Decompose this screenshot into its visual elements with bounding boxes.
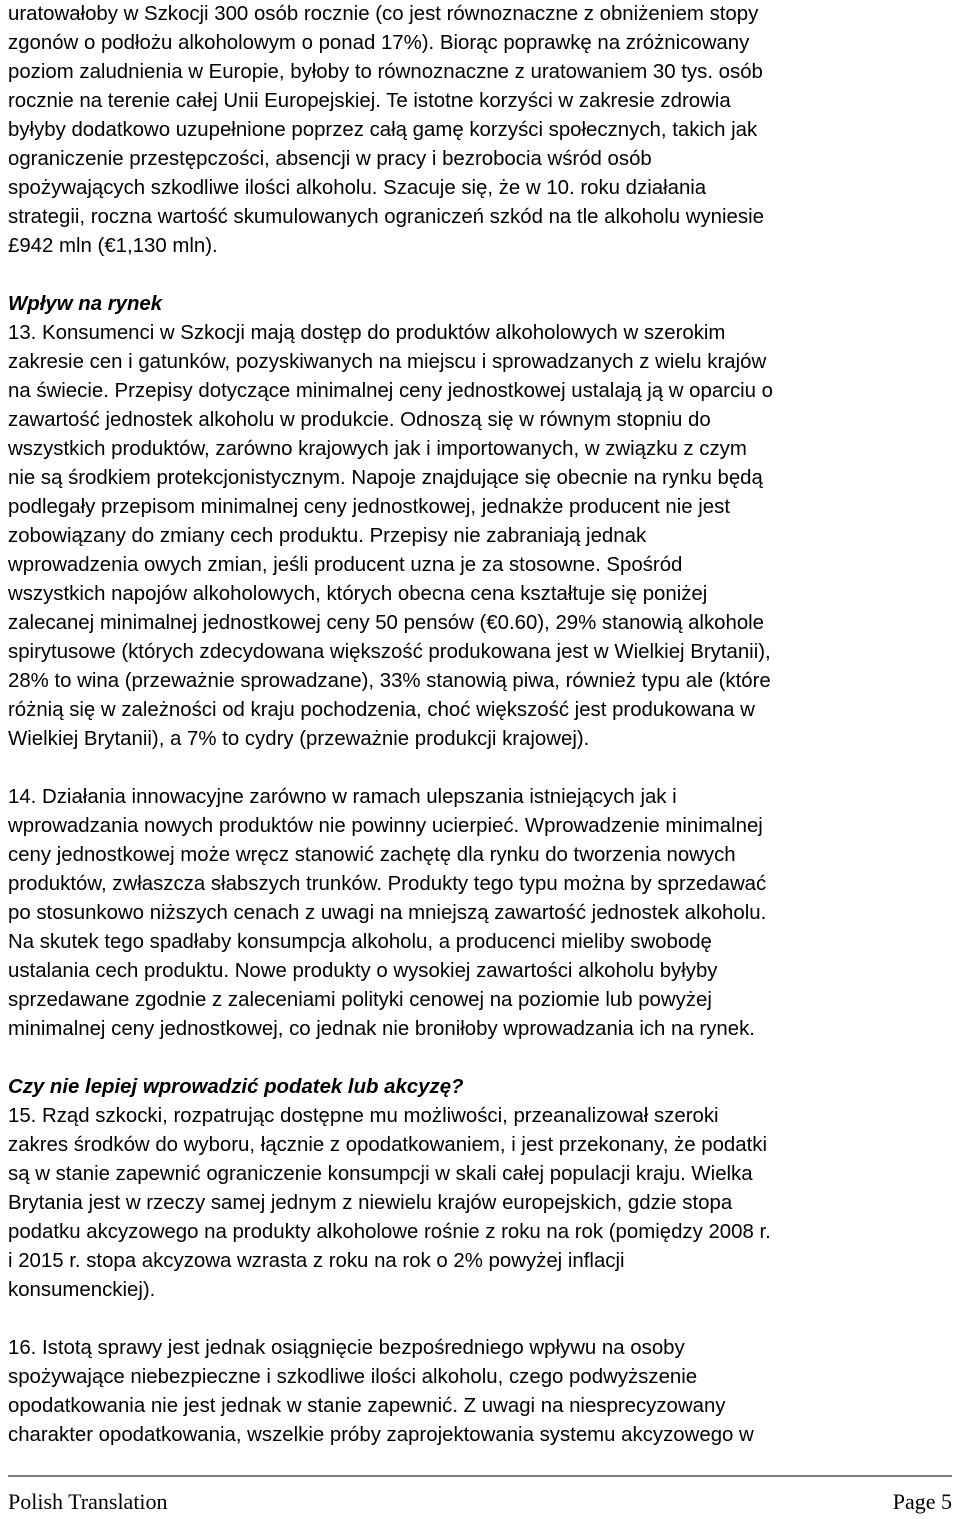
- text-line: 14. Działania innowacyjne zarówno w ramach ulepszania istniejących jak i: [8, 786, 677, 808]
- text-line: opodatkowania nie jest jednak w stanie zapewnić. Z uwagi na niesprecyzowany: [8, 1395, 726, 1417]
- text-line: 16. Istotą sprawy jest jednak osiągnięcie bezpośredniego wpływu na osoby: [8, 1337, 685, 1359]
- text-line: 13. Konsumenci w Szkocji mają dostęp do produktów alkoholowych w szerokim: [8, 322, 726, 344]
- text-line: wszystkich napojów alkoholowych, których obecna cena kształtuje się poniżej: [8, 583, 708, 605]
- text-line: zalecanej minimalnej jednostkowej ceny 50 pensów (€0.60), 29% stanowią alkohole: [8, 612, 765, 634]
- paragraph-13: [8, 319, 952, 754]
- text-line: strategii, roczna wartość skumulowanych ograniczeń szkód na tle alkoholu wyniesie: [8, 206, 764, 228]
- footer-title: Polish Translation: [8, 1489, 168, 1514]
- document-page: [8, 0, 952, 1450]
- text-line: charakter opodatkowania, wszelkie próby zaprojektowania systemu akcyzowego w: [8, 1424, 754, 1446]
- text-line: wprowadzania nowych produktów nie powinny ucierpieć. Wprowadzenie minimalnej: [8, 815, 763, 837]
- text-line: ustalania cech produktu. Nowe produkty o wysokiej zawartości alkoholu byłyby: [8, 960, 718, 982]
- text-line: wprowadzenia owych zmian, jeśli producent uzna je za stosowne. Spośród: [8, 554, 683, 576]
- paragraph-gap: [8, 1305, 952, 1334]
- text-line: nie są środkiem protekcjonistycznym. Napoje znajdujące się obecnie na rynku będą: [8, 467, 763, 489]
- text-line: podlegały przepisom minimalnej ceny jednostkowej, jednakże producent nie jest: [8, 496, 731, 518]
- section-heading-market-impact: Wpływ na rynek: [8, 293, 163, 315]
- text-line: 15. Rząd szkocki, rozpatrując dostępne mu możliwości, przeanalizował szeroki: [8, 1105, 719, 1127]
- paragraph-15: [8, 1102, 952, 1305]
- paragraph-continuation: [8, 0, 952, 261]
- paragraph-gap: [8, 1044, 952, 1073]
- text-line: minimalnej ceny jednostkowej, co jednak nie broniłoby wprowadzania ich na rynek.: [8, 1018, 755, 1040]
- text-line: i 2015 r. stopa akcyzowa wzrasta z roku na rok o 2% powyżej inflacji: [8, 1250, 625, 1272]
- text-line: rocznie na terenie całej Unii Europejskiej. Te istotne korzyści w zakresie zdrowia: [8, 90, 731, 112]
- text-line: zakres środków do wyboru, łącznie z opodatkowaniem, i jest przekonany, że podatki: [8, 1134, 767, 1156]
- text-line: spirytusowe (których zdecydowana większość produkowana jest w Wielkiej Brytanii),: [8, 641, 771, 663]
- text-line: zobowiązany do zmiany cech produktu. Przepisy nie zabraniają jednak: [8, 525, 647, 547]
- paragraph-16: [8, 1334, 952, 1450]
- text-line: Na skutek tego spadłaby konsumpcja alkoholu, a producenci mieliby swobodę: [8, 931, 712, 953]
- text-line: wszystkich produktów, zarówno krajowych jak i importowanych, w związku z czym: [8, 438, 747, 460]
- text-line: po stosunkowo niższych cenach z uwagi na mniejszą zawartość jednostek alkoholu.: [8, 902, 767, 924]
- text-line: ceny jednostkowej może wręcz stanowić zachętę dla rynku do tworzenia nowych: [8, 844, 736, 866]
- text-line: uratowałoby w Szkocji 300 osób rocznie (co jest równoznaczne z obniżeniem stopy: [8, 3, 759, 25]
- text-line: £942 mln (€1,130 mln).: [8, 235, 218, 257]
- text-line: są w stanie zapewnić ograniczenie konsumpcji w skali całej populacji kraju. Wielka: [8, 1163, 753, 1185]
- text-line: różnią się w zależności od kraju pochodzenia, choć większość jest produkowana w: [8, 699, 755, 721]
- text-line: podatku akcyzowego na produkty alkoholowe rośnie z roku na rok (pomiędzy 2008 r.: [8, 1221, 771, 1243]
- page-footer: [8, 1475, 952, 1515]
- paragraph-gap: [8, 261, 952, 290]
- text-line: Wielkiej Brytanii), a 7% to cydry (przeważnie produkcji krajowej).: [8, 728, 590, 750]
- text-line: produktów, zwłaszcza słabszych trunków. Produkty tego typu można by sprzedawać: [8, 873, 767, 895]
- text-line: konsumenckiej).: [8, 1279, 156, 1301]
- text-line: zawartość jednostek alkoholu w produkcie. Odnoszą się w równym stopniu do: [8, 409, 711, 431]
- text-line: zakresie cen i gatunków, pozyskiwanych na miejscu i sprowadzanych z wielu krajów: [8, 351, 767, 373]
- text-line: zgonów o podłożu alkoholowym o ponad 17%). Biorąc poprawkę na zróżnicowany: [8, 32, 750, 54]
- section-heading-tax-question: Czy nie lepiej wprowadzić podatek lub akcyzę?: [8, 1076, 464, 1098]
- page-number: Page 5: [892, 1489, 952, 1514]
- text-line: spożywających szkodliwe ilości alkoholu. Szacuje się, że w 10. roku działania: [8, 177, 707, 199]
- paragraph-gap: [8, 754, 952, 783]
- text-line: na świecie. Przepisy dotyczące minimalnej ceny jednostkowej ustalają ją w oparciu o: [8, 380, 774, 402]
- text-line: poziom zaludnienia w Europie, byłoby to równoznaczne z uratowaniem 30 tys. osób: [8, 61, 763, 83]
- text-line: byłyby dodatkowo uzupełnione poprzez całą gamę korzyści społecznych, takich jak: [8, 119, 758, 141]
- text-line: 28% to wina (przeważnie sprowadzane), 33% stanowią piwa, również typu ale (które: [8, 670, 771, 692]
- text-line: Brytania jest w rzeczy samej jednym z niewielu krajów europejskich, gdzie stopa: [8, 1192, 733, 1214]
- text-line: spożywające niebezpieczne i szkodliwe ilości alkoholu, czego podwyższenie: [8, 1366, 698, 1388]
- text-line: sprzedawane zgodnie z zaleceniami polityki cenowej na poziomie lub powyżej: [8, 989, 712, 1011]
- paragraph-14: [8, 783, 952, 1044]
- text-line: ograniczenie przestępczości, absencji w pracy i bezrobocia wśród osób: [8, 148, 652, 170]
